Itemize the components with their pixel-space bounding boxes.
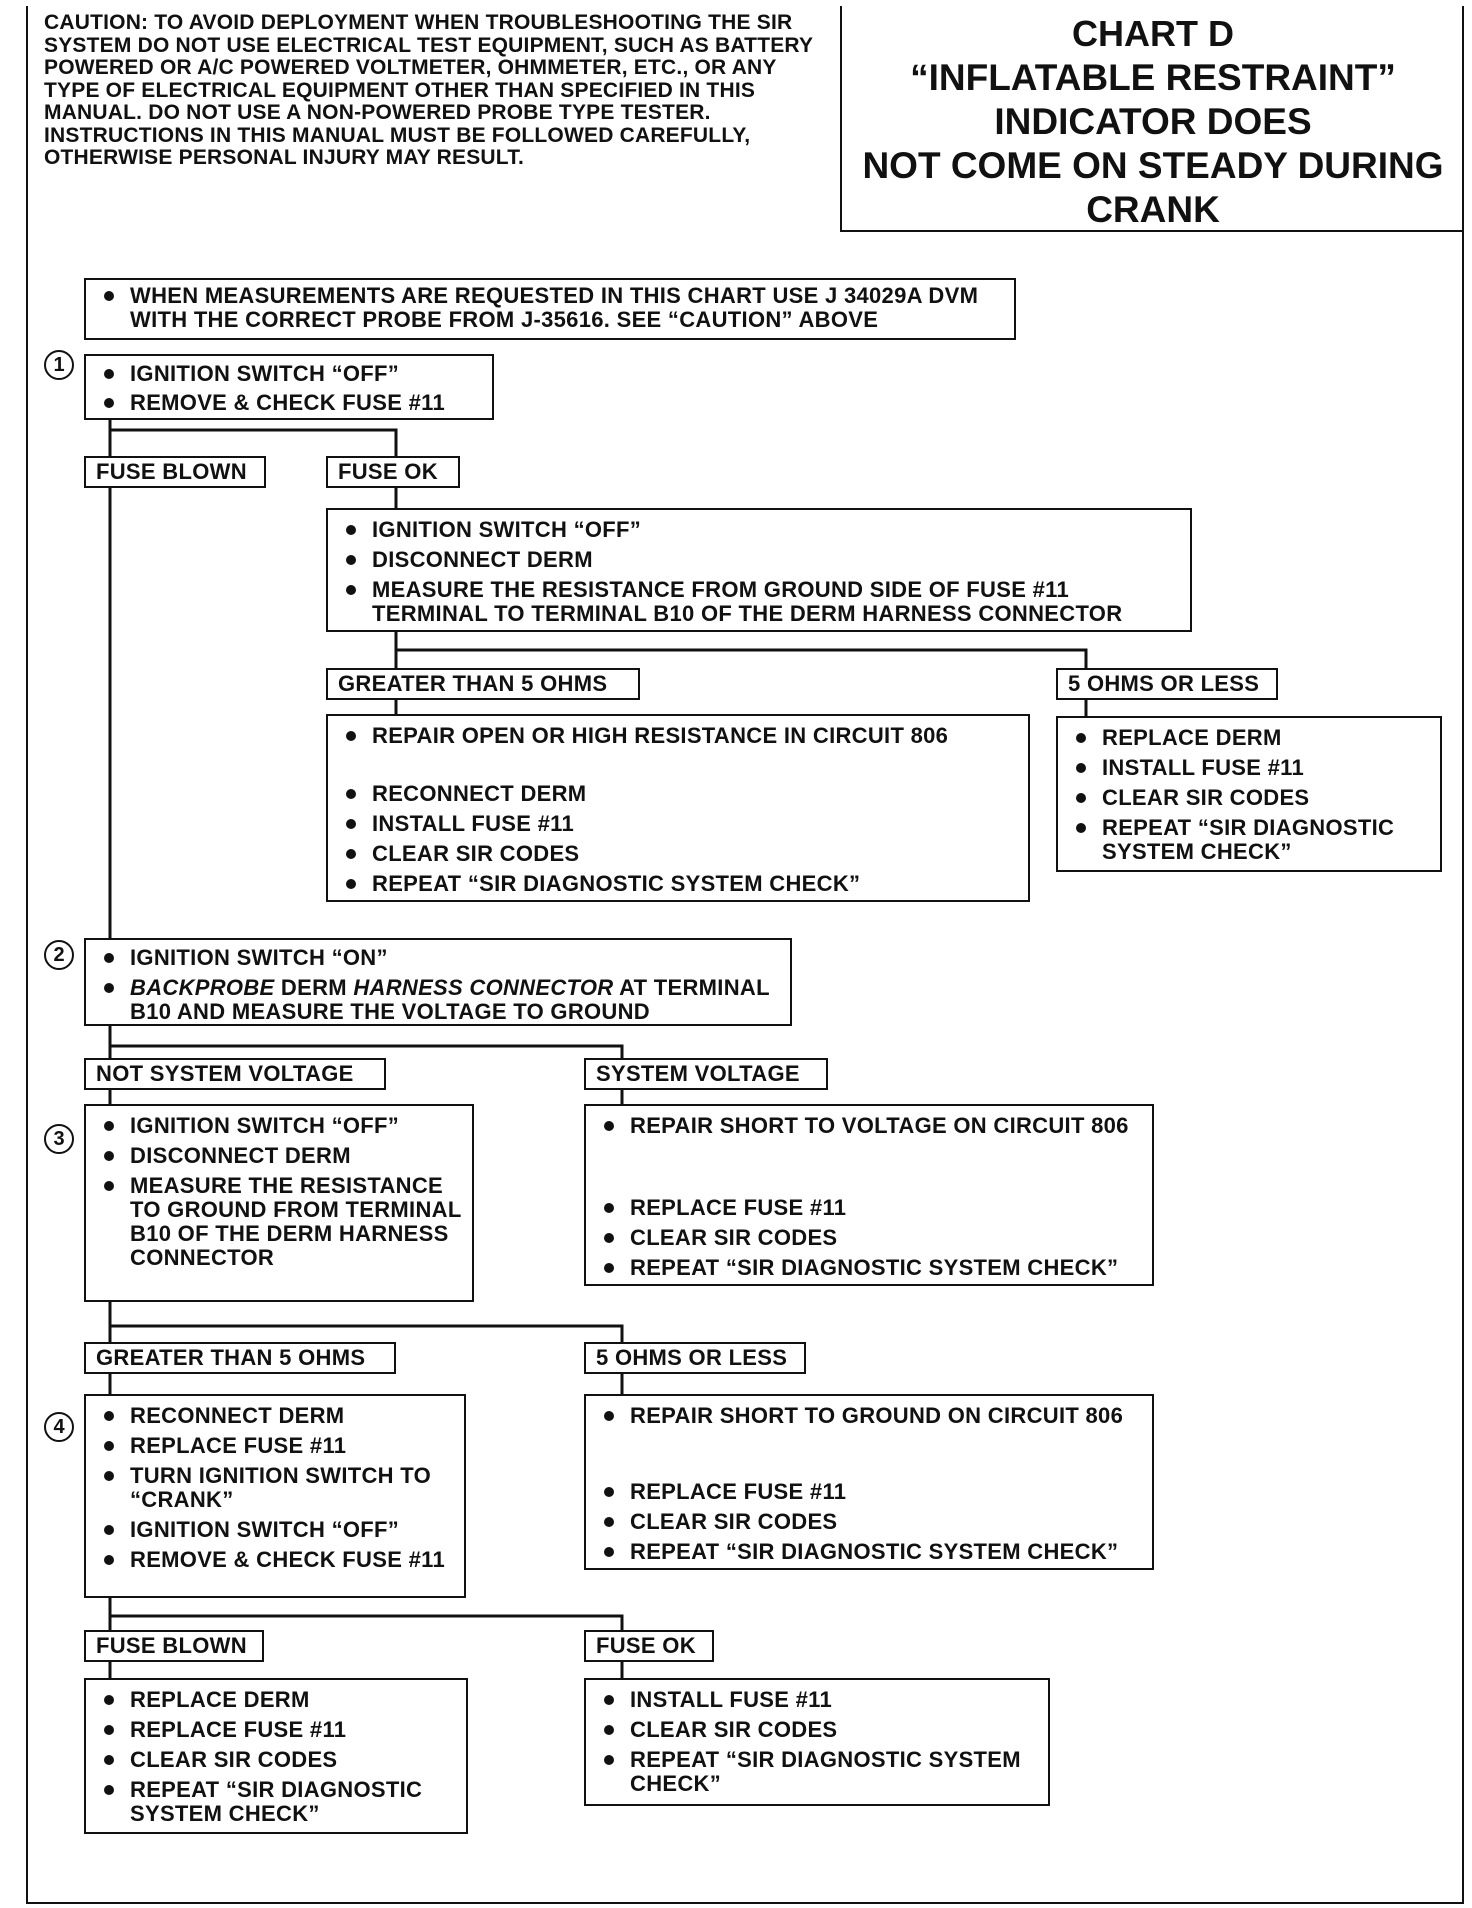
label-gt5-1: GREATER THAN 5 OHMS: [326, 668, 640, 700]
short-voltage-item: CLEAR SIR CODES: [586, 1226, 1152, 1250]
step2-item: IGNITION SWITCH “ON”: [86, 946, 790, 970]
connector-step4-fuseok: [110, 1616, 622, 1630]
connector-step2-sysv: [110, 1046, 622, 1058]
step4-box: [84, 1394, 466, 1598]
label-fuse-blown-2: FUSE BLOWN: [84, 1630, 264, 1662]
step-marker-4: 4: [44, 1412, 74, 1442]
connector-step1-fuseok: [110, 430, 396, 456]
final-blown-item: REPLACE FUSE #11: [86, 1718, 466, 1742]
short-voltage-box: [584, 1104, 1154, 1286]
final-blown-item: REPEAT “SIR DIAGNOSTIC SYSTEM CHECK”: [86, 1778, 466, 1826]
label-fuse-ok-1: FUSE OK: [326, 456, 460, 488]
harness-connector-text: HARNESS CONNECTOR: [353, 975, 614, 1000]
short-voltage-item: REPEAT “SIR DIAGNOSTIC SYSTEM CHECK”: [586, 1256, 1152, 1280]
step-marker-1: 1: [44, 350, 74, 380]
replace-item: REPEAT “SIR DIAGNOSTIC SYSTEM CHECK”: [1058, 816, 1440, 864]
short-ground-item: REPAIR SHORT TO GROUND ON CIRCUIT 806: [586, 1404, 1152, 1428]
short-ground-box: [584, 1394, 1154, 1570]
repair-item: INSTALL FUSE #11: [328, 812, 1028, 836]
step3-item: MEASURE THE RESISTANCE TO GROUND FROM TERMINAL B10 OF THE DERM HARNESS CONNECTOR: [86, 1174, 472, 1270]
short-ground-item: CLEAR SIR CODES: [586, 1510, 1152, 1534]
label-not-system-voltage: NOT SYSTEM VOLTAGE: [84, 1058, 386, 1090]
replace-item: REPLACE DERM: [1058, 726, 1440, 750]
step1-box: [84, 354, 494, 420]
final-ok-box: [584, 1678, 1050, 1806]
label-le5-2: 5 OHMS OR LESS: [584, 1342, 806, 1374]
replace-item: CLEAR SIR CODES: [1058, 786, 1440, 810]
connector-step3-le5: [110, 1326, 622, 1342]
replace-derm-box-1: [1056, 716, 1442, 872]
final-blown-item: CLEAR SIR CODES: [86, 1748, 466, 1772]
check-item: IGNITION SWITCH “OFF”: [328, 518, 1190, 542]
fuse-ok-check-box: [326, 508, 1192, 632]
label-fuse-ok-2: FUSE OK: [584, 1630, 714, 1662]
step3-item: IGNITION SWITCH “OFF”: [86, 1114, 472, 1138]
step3-item: DISCONNECT DERM: [86, 1144, 472, 1168]
label-system-voltage: SYSTEM VOLTAGE: [584, 1058, 828, 1090]
step4-item: TURN IGNITION SWITCH TO “CRANK”: [86, 1464, 464, 1512]
label-fuse-blown-1: FUSE BLOWN: [84, 456, 266, 488]
step4-item: REMOVE & CHECK FUSE #11: [86, 1548, 464, 1572]
step2-box: [84, 938, 792, 1026]
chart-title-line5: CRANK: [1086, 189, 1220, 230]
final-blown-item: REPLACE DERM: [86, 1688, 466, 1712]
step4-item: REPLACE FUSE #11: [86, 1434, 464, 1458]
derm-text: DERM: [274, 975, 354, 1000]
intro-box: [84, 278, 1016, 340]
repair-item: REPEAT “SIR DIAGNOSTIC SYSTEM CHECK”: [328, 872, 1028, 896]
short-voltage-item: REPAIR SHORT TO VOLTAGE ON CIRCUIT 806: [586, 1114, 1152, 1138]
step4-item: IGNITION SWITCH “OFF”: [86, 1518, 464, 1542]
step1-item: IGNITION SWITCH “OFF”: [86, 362, 492, 386]
short-ground-item: REPEAT “SIR DIAGNOSTIC SYSTEM CHECK”: [586, 1540, 1152, 1564]
check-item: DISCONNECT DERM: [328, 548, 1190, 572]
chart-title-line3: INDICATOR DOES: [994, 101, 1312, 142]
final-ok-item: INSTALL FUSE #11: [586, 1688, 1048, 1712]
repair-item: CLEAR SIR CODES: [328, 842, 1028, 866]
label-le5-1: 5 OHMS OR LESS: [1056, 668, 1278, 700]
caution-text: CAUTION: TO AVOID DEPLOYMENT WHEN TROUBLESHOOTING THE SIR SYSTEM DO NOT USE ELECTRICAL TEST EQUIPMENT, SUCH AS BATTERY POWERED OR A/C POWERED VOLTMETER, OHMMETER, ETC., OR ANY TYPE OF ELECTRICAL EQUIPMENT OTHER THAN SPECIFIED IN THIS MANUAL. DO NOT USE A NON-POWERED PROBE TYPE TESTER. INSTRUCTIONS IN THIS MANUAL MUST BE FOLLOWED CAREFULLY, OTHERWISE PERSONAL INJURY MAY RESULT.: [44, 11, 813, 169]
step2-item: [86, 976, 790, 1024]
check-item: MEASURE THE RESISTANCE FROM GROUND SIDE OF FUSE #11 TERMINAL TO TERMINAL B10 OF THE DERM HARNESS CONNECTOR: [328, 578, 1190, 626]
label-gt5-2: GREATER THAN 5 OHMS: [84, 1342, 396, 1374]
final-blown-box: [84, 1678, 468, 1834]
short-voltage-item: REPLACE FUSE #11: [586, 1196, 1152, 1220]
repair-item: REPAIR OPEN OR HIGH RESISTANCE IN CIRCUIT 806: [328, 724, 1028, 748]
short-ground-item: REPLACE FUSE #11: [586, 1480, 1152, 1504]
repair-open-box: [326, 714, 1030, 902]
step-marker-3: 3: [44, 1124, 74, 1154]
step1-item: REMOVE & CHECK FUSE #11: [86, 391, 492, 415]
repair-item: RECONNECT DERM: [328, 782, 1028, 806]
step4-item: RECONNECT DERM: [86, 1404, 464, 1428]
measure-text: AT TERMINAL B10 AND MEASURE THE VOLTAGE TO GROUND: [130, 975, 770, 1024]
chart-title: [840, 6, 1464, 232]
replace-item: INSTALL FUSE #11: [1058, 756, 1440, 780]
chart-title-line2: “INFLATABLE RESTRAINT”: [910, 57, 1396, 98]
backprobe-text: BACKPROBE: [130, 975, 275, 1000]
step-marker-2: 2: [44, 940, 74, 970]
intro-item: WHEN MEASUREMENTS ARE REQUESTED IN THIS CHART USE J 34029A DVM WITH THE CORRECT PROBE FROM J-35616. SEE “CAUTION” ABOVE: [86, 284, 1014, 332]
connector-check-le5: [396, 650, 1086, 668]
final-ok-item: CLEAR SIR CODES: [586, 1718, 1048, 1742]
chart-title-line1: CHART D: [1072, 13, 1234, 54]
step3-box: [84, 1104, 474, 1302]
final-ok-item: REPEAT “SIR DIAGNOSTIC SYSTEM CHECK”: [586, 1748, 1048, 1796]
chart-title-line4: NOT COME ON STEADY DURING: [862, 145, 1444, 186]
